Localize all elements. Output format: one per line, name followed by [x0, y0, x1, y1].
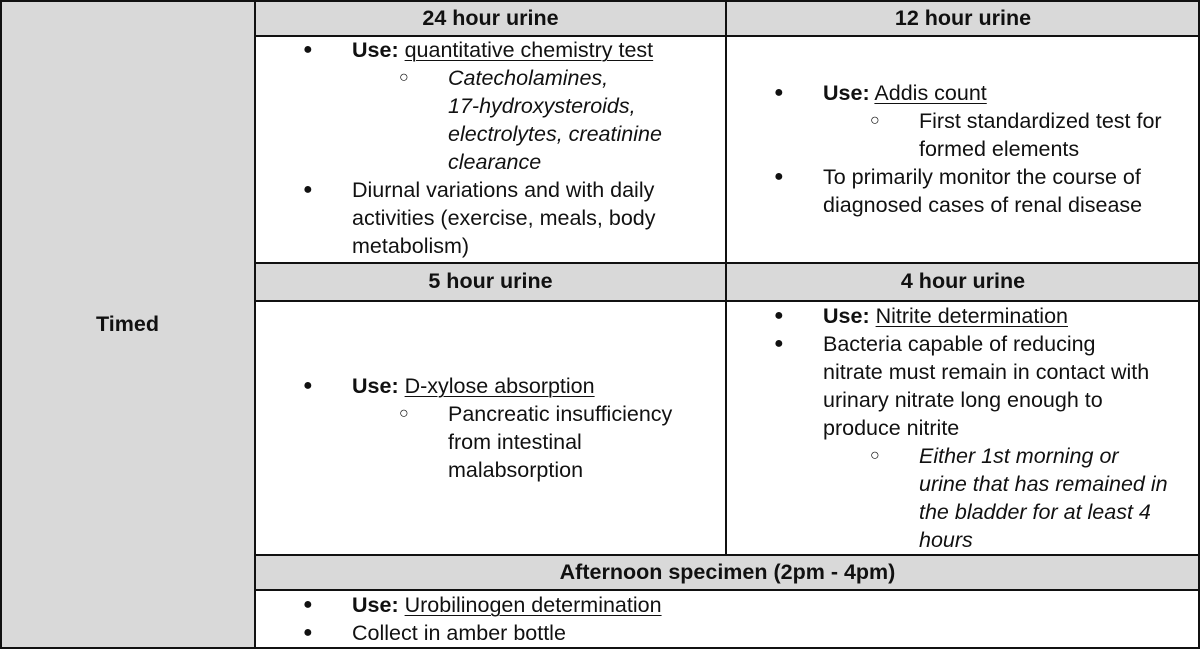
header-afternoon — [255, 555, 1200, 590]
sub-line: hours — [919, 528, 973, 552]
sub-line: Catecholamines, — [448, 66, 609, 90]
bullet-icon: ● — [303, 624, 313, 641]
list-item — [255, 591, 1200, 619]
bullet-icon: ● — [774, 168, 784, 185]
hollow-circle-icon: ○ — [870, 447, 880, 464]
bullet-line: Diurnal variations and with daily — [352, 178, 655, 202]
use-label: Use: — [352, 593, 399, 617]
bullet-line: activities (exercise, meals, body — [352, 206, 656, 230]
border-h2 — [255, 262, 1200, 264]
use-label: Use: — [823, 304, 870, 328]
list-item — [255, 176, 726, 204]
content-4-hour — [726, 302, 1200, 554]
header-5-hour — [255, 262, 726, 301]
sub-line: urine that has remained in — [919, 472, 1168, 496]
sub-line: from intestinal — [448, 430, 582, 454]
list-item — [255, 619, 1200, 647]
row-label: Timed — [96, 312, 159, 336]
use-value: D-xylose absorption — [404, 374, 595, 398]
use-value: Addis count — [874, 81, 987, 105]
header-12-hour-text: 12 hour urine — [894, 5, 1032, 30]
header-4-hour-text: 4 hour urine — [900, 269, 1026, 293]
border-top — [0, 0, 1200, 2]
sub-line: 17-hydroxysteroids, — [448, 94, 636, 118]
bullet-line: produce nitrite — [823, 416, 960, 440]
header-4-hour — [726, 262, 1200, 301]
use-value: quantitative chemistry test — [404, 38, 654, 62]
list-item — [726, 330, 1200, 358]
content-5-hour — [255, 372, 726, 484]
bullet-line: Bacteria capable of reducing — [823, 332, 1096, 356]
list-item — [255, 372, 726, 400]
bullet-line: Collect in amber bottle — [352, 621, 566, 645]
list-item — [726, 302, 1200, 330]
bullet-icon: ● — [774, 307, 784, 324]
bullet-line: metabolism) — [352, 234, 470, 258]
use-label: Use: — [823, 81, 870, 105]
list-item — [726, 163, 1200, 191]
use-value: Urobilinogen determination — [404, 593, 662, 617]
list-item — [255, 36, 726, 64]
header-24-hour-text: 24 hour urine — [422, 5, 559, 30]
bullet-icon: ● — [303, 41, 313, 58]
hollow-circle-icon: ○ — [870, 112, 880, 129]
hollow-circle-icon: ○ — [399, 69, 409, 86]
sub-line: malabsorption — [448, 458, 584, 482]
border-left — [0, 0, 2, 649]
header-24-hour — [255, 0, 726, 36]
bullet-line: nitrate must remain in contact with — [823, 360, 1150, 384]
use-label: Use: — [352, 374, 399, 398]
bullet-icon: ● — [774, 84, 784, 101]
bullet-icon: ● — [774, 335, 784, 352]
hollow-circle-icon: ○ — [399, 405, 409, 422]
content-afternoon — [255, 591, 1200, 647]
content-24-hour — [255, 36, 726, 260]
content-12-hour — [726, 79, 1200, 219]
sub-line: formed elements — [919, 137, 1080, 161]
bullet-line: To primarily monitor the course of — [823, 165, 1141, 189]
bullet-icon: ● — [303, 377, 313, 394]
use-label: Use: — [352, 38, 399, 62]
list-item — [255, 64, 726, 92]
sub-line: Pancreatic insufficiency — [448, 402, 673, 426]
list-item — [726, 442, 1200, 470]
timed-label-cell — [0, 0, 255, 649]
bullet-line: urinary nitrate long enough to — [823, 388, 1103, 412]
bullet-icon: ● — [303, 181, 313, 198]
list-item — [255, 400, 726, 428]
list-item — [726, 79, 1200, 107]
bullet-icon: ● — [303, 596, 313, 613]
bullet-line: diagnosed cases of renal disease — [823, 193, 1143, 217]
sub-line: First standardized test for — [919, 109, 1162, 133]
header-5-hour-text: 5 hour urine — [428, 269, 553, 293]
sub-line: the bladder for at least 4 — [919, 500, 1151, 524]
sub-line: electrolytes, creatinine — [448, 122, 662, 146]
border-h4 — [255, 554, 1200, 556]
list-item — [726, 107, 1200, 135]
use-value: Nitrite determination — [875, 304, 1068, 328]
sub-line: Either 1st morning or — [919, 444, 1119, 468]
sub-line: clearance — [448, 150, 542, 174]
header-12-hour — [726, 0, 1200, 36]
header-afternoon-text: Afternoon specimen (2pm - 4pm) — [559, 560, 896, 584]
